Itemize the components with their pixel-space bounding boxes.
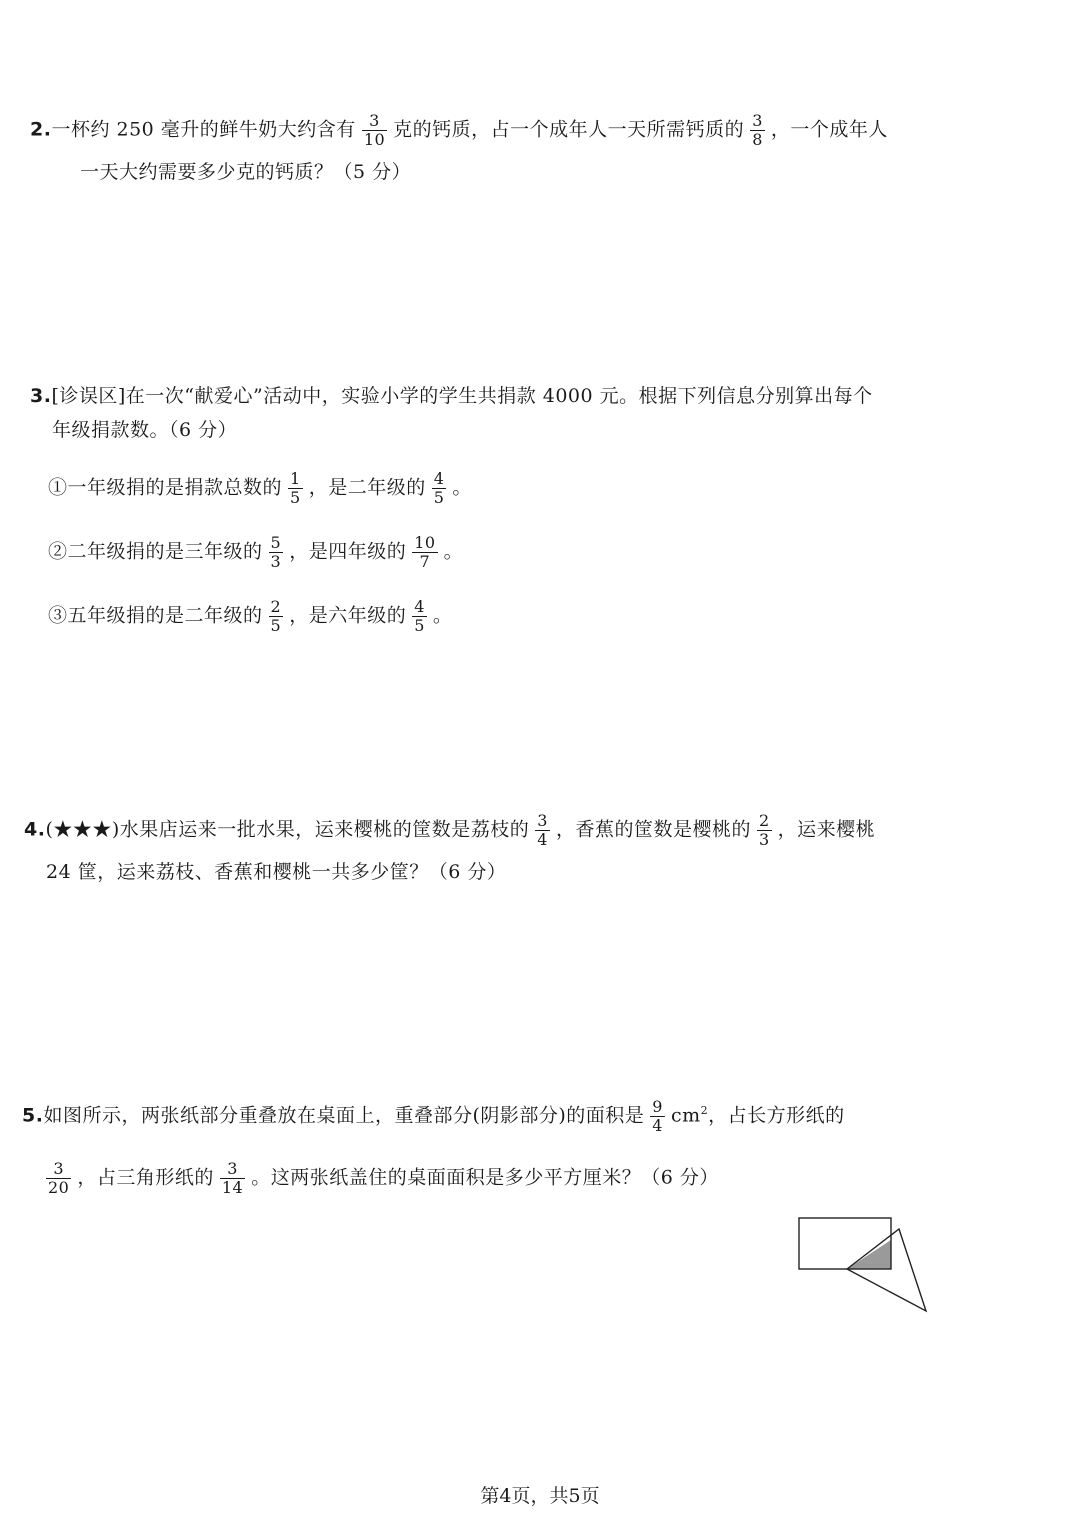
q3-item2-fraction-1: $\frac{5}{3}$ — [270, 533, 282, 571]
q3-item1-fraction-1: $\frac{1}{5}$ — [290, 469, 301, 507]
q4-line1 — [24, 812, 875, 849]
q2-text-c: ，一个成年人 — [770, 118, 888, 141]
overlap-figure — [790, 1210, 940, 1320]
q5-text-d: 。这两张纸盖住的桌面面积是多少平方厘米？（6 分） — [251, 1166, 719, 1189]
q5-number: 5. — [22, 1104, 44, 1127]
q2-text-a: 一杯约 250 毫升的鲜牛奶大约含有 — [51, 118, 356, 141]
q4-text-c: ，运来樱桃 — [777, 818, 876, 841]
q4-line2: 24 筐，运来荔枝、香蕉和樱桃一共多少筐？（6 分） — [46, 861, 507, 883]
q2-fraction-2: $\frac{3}{8}$ — [752, 111, 763, 149]
q2-line2: 一天大约需要多少克的钙质？（5 分） — [80, 161, 412, 183]
q2-line1 — [30, 112, 888, 149]
q5-text-a: 如图所示，两张纸部分重叠放在桌面上，重叠部分(阴影部分)的面积是 — [43, 1104, 645, 1127]
q3-number: 3. — [30, 385, 52, 407]
q3-line1 — [30, 384, 873, 408]
q2-number: 2. — [30, 118, 52, 141]
q3-item-2: ②二年级捐的是三年级的 $\frac{5}{3}$ ，是四年级的 $\frac{10}{7}$ 。 — [48, 533, 464, 571]
q4-number: 4. — [24, 818, 46, 841]
q5-text-b: ，占长方形纸的 — [708, 1104, 845, 1127]
q5-fraction-3: $\frac{3}{14}$ — [221, 1159, 244, 1197]
q3-item1-fraction-2: $\frac{4}{5}$ — [433, 469, 445, 507]
q4-fraction-1: $\frac{3}{4}$ — [537, 811, 548, 849]
page-footer: 第4页，共5页 — [480, 1485, 600, 1507]
q5-fraction-2: $\frac{3}{20}$ — [48, 1159, 70, 1197]
q5-line1 — [22, 1098, 845, 1135]
q4-fraction-2: $\frac{2}{3}$ — [758, 811, 770, 849]
q5-fraction-1: $\frac{9}{4}$ — [652, 1097, 663, 1135]
q4-text-b: ，香蕉的筐数是樱桃的 — [555, 818, 751, 841]
q2-text-b: 克的钙质，占一个成年人一天所需钙质的 — [393, 118, 745, 141]
q3-item-3: ③五年级捐的是二年级的 $\frac{2}{5}$ ，是六年级的 $\frac{4}{5}$ 。 — [48, 597, 453, 635]
q3-item2-fraction-2: $\frac{10}{7}$ — [414, 533, 436, 571]
q3-line2: 年级捐款数。（6 分） — [52, 419, 238, 441]
q4-text-a: (★★★)水果店运来一批水果，运来樱桃的筐数是荔枝的 — [45, 818, 530, 841]
q3-item-1: ①一年级捐的是捐款总数的 $\frac{1}{5}$ ，是二年级的 $\frac{4}{5}$ 。 — [48, 469, 472, 507]
q5-line2 — [40, 1160, 719, 1197]
q3-item3-fraction-1: $\frac{2}{5}$ — [270, 597, 282, 635]
q5-unit-exponent: 2 — [700, 1104, 709, 1118]
triangle-paper — [847, 1229, 926, 1311]
q2-fraction-1: $\frac{3}{10}$ — [363, 111, 386, 149]
q5-unit: cm — [670, 1104, 701, 1127]
q5-text-c: ，占三角形纸的 — [77, 1166, 214, 1189]
q3-item3-fraction-2: $\frac{4}{5}$ — [414, 597, 425, 635]
q3-text: [诊误区]在一次“献爱心”活动中，实验小学的学生共捐款 4000 元。根据下列信息分别算出每个 — [51, 385, 873, 407]
